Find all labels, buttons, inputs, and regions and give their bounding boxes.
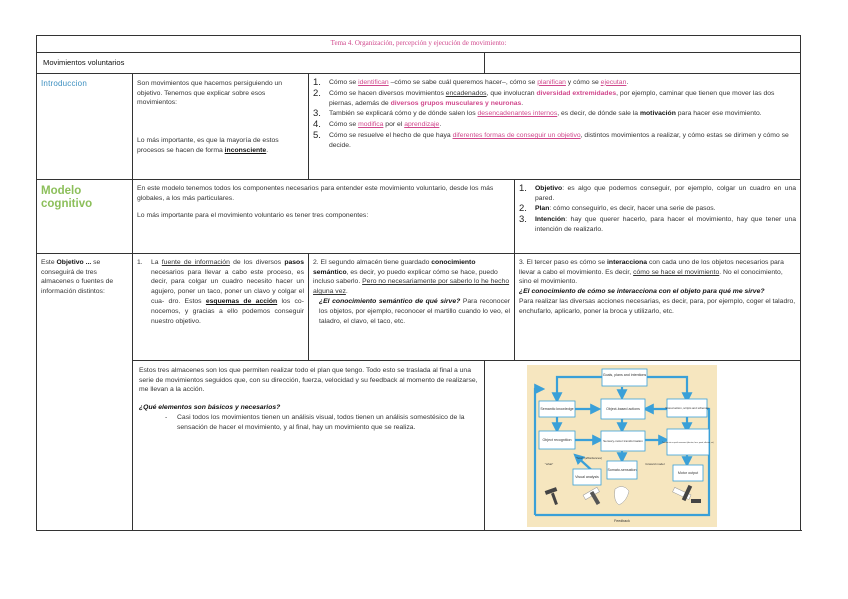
summary-cell: Estos tres almacenes son los que permiten realizar todo el plan que tengo. Todo esto se traslada al final a una serie de movimientos seguidos que, con su dirección, fuerza, velocidad y su feedback al momento de realizarse, me llevan a la acción. ¿Qué elementos son básicos y necesarios? - Casi todos los movimientos tienen un análisis visual, todos tienen un análisis somestésico de la sensación de hacer el movimiento, y al final, hay un movimiento que se realiza. <box>133 360 485 530</box>
label-object-recognition: Object recognition <box>542 437 572 442</box>
page-title: Tema 4. Organización, percepción y ejecución de movimiento: <box>37 36 801 53</box>
label-feedback: Feedback <box>614 518 630 523</box>
box-goals <box>602 369 647 386</box>
summary-text: Estos tres almacenes son los que permiten realizar todo el plan que tengo. Todo esto se traslada al final a una serie de movimientos seguidos que, con su dirección, fuerza, velocidad y su feedback al momento de realizarse, me llevan a la acción. <box>139 366 478 394</box>
store-1-cell: 1. La fuente de información de los diversos pasos necesarios para llevar a cabo este proceso, es decir, para colgar un cuadro necesito hacer un agujero, poner un taco, poner un clavo y colgar el cua- dro. Estos esquemas de acción los co- nocemos, y gracias a ello podemos conseguir nuestro objetivo. <box>133 253 309 360</box>
notes-page <box>36 35 800 531</box>
label-motor-output: Motor output <box>677 470 699 475</box>
label-object-actions: Object-based actions <box>606 406 640 411</box>
section-title: Movimientos voluntarios <box>37 53 485 74</box>
model-list-cell <box>515 179 801 253</box>
intro-list-cell <box>309 73 801 179</box>
intro-item-2: 2. Cómo se hacen diversos movimientos encadenados, que involucran diversidad extremidades, por ejemplo, caminar que tienen que mover las dos piernas, además de diversos grupos musculares y neuronas. <box>313 87 775 107</box>
intro-desc-cell <box>133 73 309 179</box>
box-translate <box>667 429 709 455</box>
section-header-empty <box>485 53 801 74</box>
store-2-question: ¿El conocimiento semántico de qué sirve? Para reconocer los objetos, por ejemplo, reconocer el martillo cuando lo veo, el taladro, el clavo, el taco, etc. <box>319 297 511 325</box>
label-translate: Translate into a specific movement (direction, force, speed, affection, etc.) <box>661 442 715 444</box>
label-somato: Somato-sensation <box>607 467 637 472</box>
model-text-cell <box>133 179 515 253</box>
model-item-1: 1. Objetivo: es algo que podemos conseguir, por ejemplo, colgar un cuadro en una pared. <box>519 182 797 202</box>
model-text-2: Lo más importante para el movimiento voluntario es tener tres componentes: <box>137 212 369 220</box>
label-how: "how" (affordances) <box>575 455 603 460</box>
label-forward: forward model <box>645 461 665 466</box>
intro-desc-1: Son movimientos que hacemos persiguiendo un objetivo. Tenemos que explicar sobre esos movimientos: <box>137 79 283 107</box>
intro-item-4: 4. Cómo se modifica por el aprendizaje. <box>313 119 442 131</box>
intro-list <box>313 78 796 151</box>
label-what: "what" <box>544 461 554 466</box>
intro-label: Introduccion <box>41 78 87 88</box>
motor-control-diagram <box>527 365 717 527</box>
intro-item-1: 1. Cómo se identifican –cómo se sabe cuál queremos hacer–, cómo se planifican y cómo se ejecutan. <box>313 76 629 88</box>
intro-item-5: 5. Cómo se resuelve el hecho de que haya diferentes formas de conseguir un objetivo, distintos movimientos a realizar, y cómo estas se dirimen y cómo se decide. <box>313 130 789 150</box>
label-sensory-motor: Sensory-motor transformation <box>603 438 643 443</box>
label-goals: Goals, plans and intentions <box>602 372 647 377</box>
intro-label-cell <box>37 73 133 179</box>
label-stored-actions: Stored action, scripts and schemas <box>665 405 709 410</box>
model-label: Modelo cognitivo <box>41 184 93 210</box>
store-3-text: 3. El tercer paso es cómo se interacciona con cada uno de los objetos necesarios para llevar a cabo el movimiento. Es decir, cómo se hace el movimiento. No el conocimiento, sino el movimiento. <box>519 258 784 286</box>
model-text-1: En este modelo tenemos todos los componentes necesarios para entender este movimiento voluntario, desde los más globales, a los más particulares. <box>137 184 494 202</box>
notes-table <box>36 35 801 531</box>
store-2-text: 2. El segundo almacén tiene guardado conocimiento semántico, es decir, yo puedo explicar cómo se hace, puedo incluso saberlo. Pero no necesariamente por saberlo lo he hecho alguna vez. <box>313 258 510 296</box>
label-semantic: Semantic knowledge <box>540 406 574 411</box>
model-label-cell <box>37 179 133 253</box>
store-1-text: La fuente de información de los diversos pasos necesarios para llevar a cabo este proceso, es decir, para colgar un cuadro necesito hacer un agujero, poner un taco, poner un clavo y colgar el cua- dro. Estos esquemas de acción los co- nocemos, y gracias a ello podemos conseguir nuestro objetivo. <box>151 258 304 325</box>
intro-item-3: 3. También se explicará cómo y de dónde salen los desencadenantes internos, es decir, de dónde sale la motivación para hacer ese movimiento. <box>313 108 762 120</box>
objetivo-intro-cell <box>37 253 133 530</box>
model-item-3: 3. Intención: hay que querer hacerlo, para hacer el movimiento, hay que tener una intención de realizarlo. <box>519 214 797 234</box>
diagram-cell <box>485 360 801 530</box>
summary-bullet: Casi todos los movimientos tienen un análisis visual, todos tienen un análisis somestésico de la sensación de hacer el movimiento, y al final, hay un movimiento que se realiza. <box>177 413 465 431</box>
store-2-cell <box>309 253 515 360</box>
objetivo-intro: Este Objetivo ... se conseguirá de tres almacenes o fuentes de información distintos: <box>41 258 114 296</box>
store-3-cell <box>515 253 801 360</box>
model-list <box>519 184 796 235</box>
label-visual: Visual analysis <box>575 474 599 479</box>
summary-question: ¿Qué elementos son básicos y necesarios? <box>139 404 281 412</box>
store-3-answer: Para realizar las diversas acciones necesarias, es decir, para, por ejemplo, coger el taladro, enchufarlo, aplicarlo, poner la broca y utilizarlo, etc. <box>519 297 796 315</box>
store-3-question: ¿El conocimiento de cómo se interacciona con el objeto para qué me sirve? <box>519 288 765 296</box>
intro-desc-2: Lo más importante, es que la mayoría de estos procesos se hacen de forma inconsciente. <box>137 137 279 154</box>
model-item-2: 2. Plan: cómo conseguirlo, es decir, hacer una serie de pasos. <box>519 203 716 215</box>
